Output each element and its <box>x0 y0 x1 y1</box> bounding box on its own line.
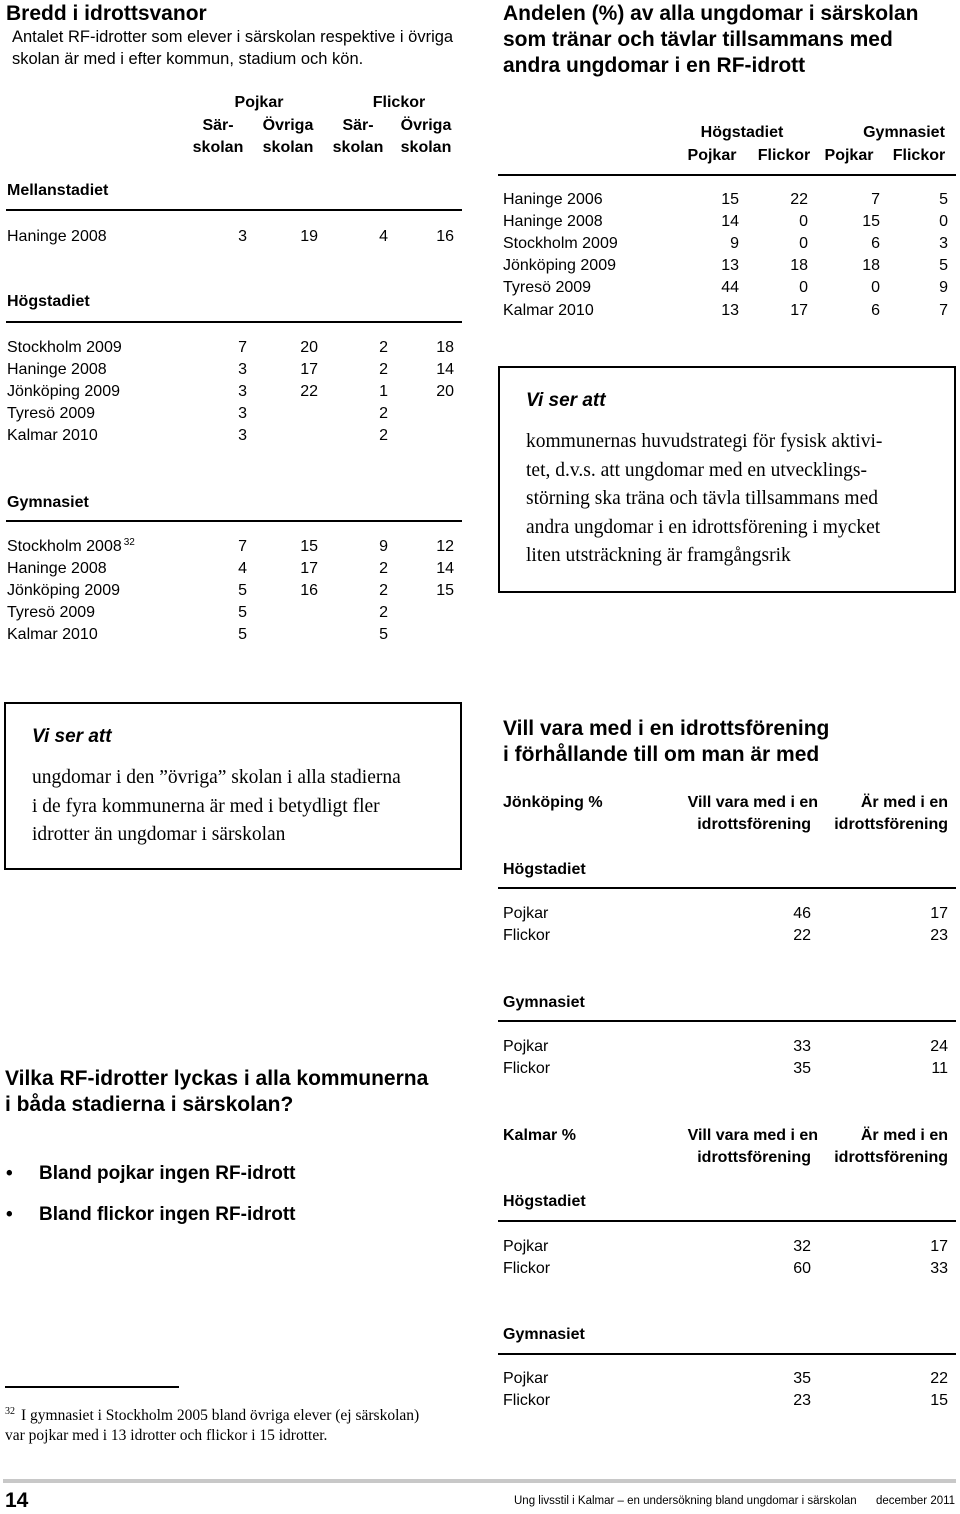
row-name: Jönköping 2009 <box>503 257 616 274</box>
col-member-1: Är med i en <box>860 1127 948 1144</box>
cell: 15 <box>436 582 454 599</box>
footnote-line: var pojkar med i 13 idrotter och flickor i 15 idrotter. <box>5 1427 328 1445</box>
cell: 60 <box>793 1260 811 1277</box>
cell: 17 <box>930 905 948 922</box>
cell: 11 <box>931 1060 948 1077</box>
row-name: Pojkar <box>503 1038 549 1055</box>
col-want-2: idrottsförening <box>697 1149 811 1166</box>
cell: 12 <box>436 538 454 555</box>
footer-rule <box>3 1479 956 1483</box>
footnote-line: I gymnasiet i Stockholm 2005 bland övriga elever (ej särskolan) <box>21 1407 420 1425</box>
cell: 3 <box>238 427 247 444</box>
cell: 9 <box>379 538 388 555</box>
cell: 14 <box>436 560 454 577</box>
cell: 6 <box>871 302 880 319</box>
callout-box-strategy <box>498 366 956 593</box>
group-pojkar: Pojkar <box>234 94 284 111</box>
cell: 5 <box>238 582 247 599</box>
table-row <box>503 1258 953 1280</box>
col-want-2: idrottsförening <box>697 816 811 833</box>
table-row <box>503 300 953 322</box>
cell: 2 <box>379 604 388 621</box>
callout-heading: Vi ser att <box>526 390 606 411</box>
table-row <box>7 558 462 580</box>
section-label-gymnasiet: Gymnasiet <box>503 1326 585 1343</box>
row-name: Jönköping 2009 <box>7 383 120 400</box>
divider <box>498 1020 956 1022</box>
col-want-1: Vill vara med i en <box>687 794 818 811</box>
cell: 1 <box>379 383 388 400</box>
right-table-title-2: som tränar och tävlar tillsammans med <box>503 28 893 51</box>
right-table-title-1: Andelen (%) av alla ungdomar i särskolan <box>503 2 919 25</box>
row-name: Flickor <box>503 1392 551 1409</box>
cell: 22 <box>930 1370 948 1387</box>
row-name: Stockholm 2009 <box>7 339 122 356</box>
cell: 9 <box>730 235 739 252</box>
table-row <box>503 189 953 211</box>
callout-line: störning ska träna och tävla tillsammans med <box>526 488 878 509</box>
group-gymnasiet: Gymnasiet <box>863 124 945 141</box>
callout-line: ungdomar i den ”övriga” skolan i alla stadierna <box>32 767 401 788</box>
cell: 7 <box>238 538 247 555</box>
row-name: Haninge 2008 <box>503 213 603 230</box>
divider <box>498 1220 956 1222</box>
cell: 18 <box>436 339 454 356</box>
left-table-title: Bredd i idrottsvanor <box>6 2 207 25</box>
question-title-1: Vilka RF-idrotter lyckas i alla kommunerna <box>5 1067 429 1090</box>
row-name: Stockholm 2008 <box>7 538 122 555</box>
col-gym-pojkar: Pojkar <box>824 147 874 164</box>
row-name: Tyresö 2009 <box>7 405 96 422</box>
callout-heading: Vi ser att <box>32 726 112 747</box>
col-ovr-flickor-2: skolan <box>400 139 452 156</box>
bullet-item <box>6 1202 296 1228</box>
table-row <box>503 1036 953 1058</box>
cell: 20 <box>436 383 454 400</box>
section-label-hogstadiet: Högstadiet <box>503 1193 586 1210</box>
cell: 15 <box>721 191 739 208</box>
cell: 18 <box>862 257 880 274</box>
table-row <box>503 903 953 925</box>
table-row <box>7 580 462 602</box>
membership-title-1: Vill vara med i en idrottsförening <box>503 717 830 740</box>
block-label-jonkoping: Jönköping % <box>503 794 603 811</box>
cell: 0 <box>871 279 880 296</box>
cell: 5 <box>238 626 247 643</box>
right-table-title-3: andra ungdomar i en RF-idrott <box>503 54 806 77</box>
cell: 17 <box>300 361 318 378</box>
table-row <box>503 1390 953 1412</box>
left-table-subtitle-2: skolan är med i efter kommun, stadium och kön. <box>12 50 364 68</box>
callout-line: i de fyra kommunerna är med i betydligt fler <box>32 795 380 817</box>
divider <box>498 887 956 889</box>
cell: 13 <box>721 302 739 319</box>
cell: 22 <box>790 191 808 208</box>
cell: 7 <box>871 191 880 208</box>
table-row <box>7 226 462 248</box>
cell: 0 <box>799 213 808 230</box>
section-label-hogstadiet: Högstadiet <box>7 293 90 310</box>
row-name: Pojkar <box>503 905 549 922</box>
divider <box>6 209 462 211</box>
table-row <box>7 403 462 425</box>
cell: 17 <box>300 560 318 577</box>
divider <box>498 174 956 176</box>
col-sar-pojkar-2: skolan <box>192 139 244 156</box>
row-name: Stockholm 2009 <box>503 235 618 252</box>
row-name: Kalmar 2010 <box>7 626 98 643</box>
cell: 14 <box>721 213 739 230</box>
cell: 0 <box>939 213 948 230</box>
row-name: Haninge 2008 <box>7 560 107 577</box>
cell: 2 <box>379 560 388 577</box>
row-name: Haninge 2008 <box>7 228 107 245</box>
cell: 5 <box>379 626 388 643</box>
group-hogstadiet: Högstadiet <box>700 124 784 141</box>
cell: 3 <box>939 235 948 252</box>
bullet-dot-icon: • <box>6 1204 13 1225</box>
bullet-text: Bland flickor ingen RF-idrott <box>39 1204 296 1225</box>
cell: 22 <box>300 383 318 400</box>
cell: 9 <box>939 279 948 296</box>
membership-title-2: i förhållande till om man är med <box>503 743 820 766</box>
col-want-1: Vill vara med i en <box>687 1127 818 1144</box>
cell: 23 <box>930 927 948 944</box>
table-row <box>503 1368 953 1390</box>
cell: 4 <box>238 560 247 577</box>
question-title-2: i båda stadierna i särskolan? <box>5 1093 294 1116</box>
row-name: Pojkar <box>503 1238 549 1255</box>
cell: 15 <box>930 1392 948 1409</box>
publication-date: december 2011 <box>876 1495 956 1507</box>
section-label-mellanstadiet: Mellanstadiet <box>7 182 109 199</box>
row-name: Haninge 2006 <box>503 191 603 208</box>
cell: 7 <box>238 339 247 356</box>
cell: 35 <box>793 1370 811 1387</box>
table-row <box>7 602 462 624</box>
section-label-hogstadiet: Högstadiet <box>503 861 586 878</box>
cell: 22 <box>793 927 811 944</box>
row-name: Pojkar <box>503 1370 549 1387</box>
cell: 3 <box>238 383 247 400</box>
block-label-kalmar: Kalmar % <box>503 1127 576 1144</box>
callout-line: liten utsträckning är framgångsrik <box>526 545 791 566</box>
cell: 3 <box>238 228 247 245</box>
row-name: Flickor <box>503 927 551 944</box>
cell: 3 <box>238 405 247 422</box>
col-member-2: idrottsförening <box>834 816 948 833</box>
section-label-gymnasiet: Gymnasiet <box>503 994 585 1011</box>
cell: 5 <box>939 191 948 208</box>
cell: 2 <box>379 361 388 378</box>
table-row <box>503 1236 953 1258</box>
cell: 7 <box>939 302 948 319</box>
footnote-number: 32 <box>5 1406 15 1417</box>
callout-text <box>526 428 882 571</box>
row-name: Kalmar 2010 <box>7 427 98 444</box>
cell: 46 <box>793 905 811 922</box>
callout-line: andra ungdomar i en idrottsförening i mycket <box>526 516 881 538</box>
bullet-item <box>6 1161 296 1187</box>
col-member-1: Är med i en <box>860 794 948 811</box>
cell: 17 <box>790 302 808 319</box>
row-name: Kalmar 2010 <box>503 302 594 319</box>
cell: 13 <box>721 257 739 274</box>
col-sar-flickor-1: Sär- <box>342 117 374 134</box>
cell: 18 <box>790 257 808 274</box>
callout-line: tet, d.v.s. att ungdomar med en utvecklings- <box>526 459 867 481</box>
cell: 0 <box>799 235 808 252</box>
footnote-rule <box>5 1386 179 1388</box>
divider <box>498 1353 956 1355</box>
cell: 24 <box>930 1038 948 1055</box>
cell: 4 <box>379 228 388 245</box>
cell: 2 <box>379 582 388 599</box>
divider <box>6 321 462 323</box>
cell: 32 <box>793 1238 811 1255</box>
table-row <box>503 211 953 233</box>
cell: 15 <box>300 538 318 555</box>
col-ovr-flickor-1: Övriga <box>400 117 452 134</box>
cell: 0 <box>799 279 808 296</box>
table-row <box>503 255 953 277</box>
row-name: Jönköping 2009 <box>7 582 120 599</box>
cell: 33 <box>930 1260 948 1277</box>
table-row <box>503 925 953 947</box>
cell: 16 <box>300 582 318 599</box>
callout-line: kommunernas huvudstrategi för fysisk aktivi- <box>526 431 883 452</box>
bullet-text: Bland pojkar ingen RF-idrott <box>39 1163 296 1184</box>
row-name: Flickor <box>503 1260 551 1277</box>
col-sar-flickor-2: skolan <box>332 139 384 156</box>
table-row <box>7 536 462 558</box>
table-row <box>503 277 953 299</box>
cell: 16 <box>436 228 454 245</box>
table-row <box>7 425 462 447</box>
row-name: Flickor <box>503 1060 551 1077</box>
cell: 6 <box>871 235 880 252</box>
cell: 3 <box>238 361 247 378</box>
col-ovr-pojkar-1: Övriga <box>262 117 314 134</box>
table-row <box>7 624 462 646</box>
cell: 14 <box>436 361 454 378</box>
table-row <box>7 381 462 403</box>
cell: 20 <box>300 339 318 356</box>
left-table-subtitle-1: Antalet RF-idrotter som elever i särskolan respektive i övriga <box>12 28 454 46</box>
table-row <box>7 337 462 359</box>
col-ovr-pojkar-2: skolan <box>262 139 314 156</box>
cell: 2 <box>379 339 388 356</box>
cell: 2 <box>379 427 388 444</box>
group-flickor: Flickor <box>372 94 426 111</box>
row-name: Tyresö 2009 <box>503 279 592 296</box>
table-row <box>7 359 462 381</box>
callout-text <box>32 764 401 850</box>
row-name: Haninge 2008 <box>7 361 107 378</box>
footnote-ref: 32 <box>123 536 135 548</box>
cell: 2 <box>379 405 388 422</box>
cell: 5 <box>238 604 247 621</box>
row-name: Tyresö 2009 <box>7 604 96 621</box>
col-hog-flickor: Flickor <box>757 147 811 164</box>
table-row <box>503 233 953 255</box>
cell: 5 <box>939 257 948 274</box>
cell: 19 <box>300 228 318 245</box>
publication-title: Ung livsstil i Kalmar – en undersökning bland ungdomar i särskolan <box>514 1495 857 1507</box>
cell: 35 <box>793 1060 811 1077</box>
callout-line: idrotter än ungdomar i särskolan <box>32 824 286 845</box>
cell: 23 <box>793 1392 811 1409</box>
callout-box-breadth <box>4 702 462 870</box>
cell: 33 <box>793 1038 811 1055</box>
col-sar-pojkar-1: Sär- <box>202 117 234 134</box>
table-row <box>503 1058 953 1080</box>
footnote-text <box>5 1402 419 1446</box>
col-gym-flickor: Flickor <box>892 147 946 164</box>
section-label-gymnasiet: Gymnasiet <box>7 494 89 511</box>
page-number: 14 <box>5 1489 29 1512</box>
col-member-2: idrottsförening <box>834 1149 948 1166</box>
cell: 44 <box>721 279 739 296</box>
divider <box>6 520 462 522</box>
cell: 15 <box>862 213 880 230</box>
bullet-dot-icon: • <box>6 1163 13 1184</box>
col-hog-pojkar: Pojkar <box>687 147 737 164</box>
cell: 17 <box>930 1238 948 1255</box>
